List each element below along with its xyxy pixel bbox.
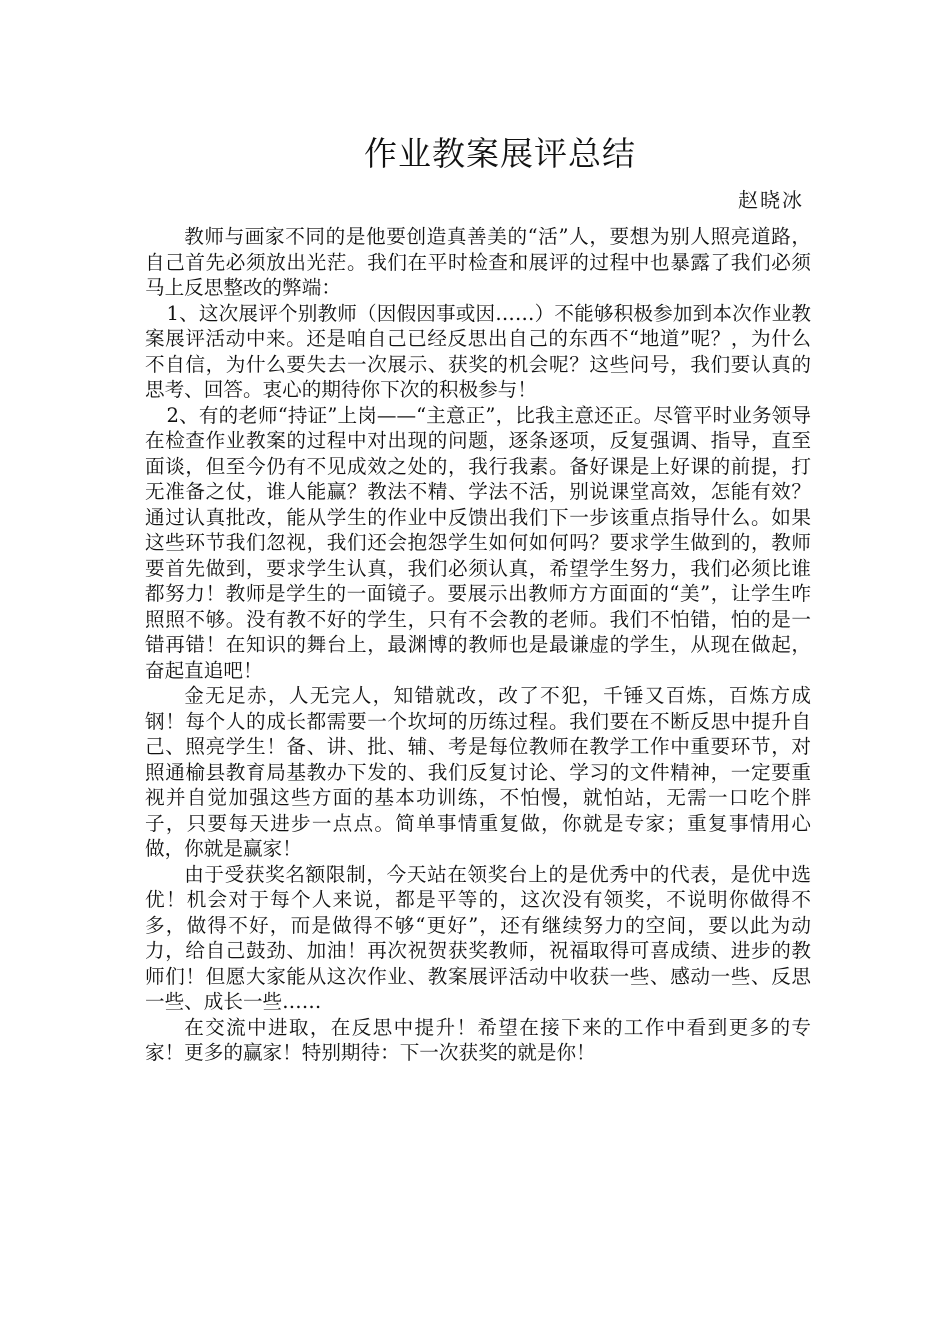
document-body (145, 224, 811, 1066)
point-one-paragraph: 1、这次展评个别教师（因假因事或因……）不能够积极参加到本次作业教案展评活动中来。还是咱自己已经反思出自己的东西不“地道”呢？，为什么不自信，为什么要失去一次展示、获奖的机会呢？这些问号，我们要认真的思考、回答。衷心的期待你下次的积极参与！ (145, 301, 811, 401)
award-paragraph: 由于受获奖名额限制，今天站在领奖台上的是优秀中的代表，是优中选优！机会对于每个人来说，都是平等的，这次没有领奖，不说明你做得不多，做得不好，而是做得不够“更好”，还有继续努力的空间，要以此为动力，给自己鼓劲、加油！再次祝贺获奖教师，祝福取得可喜成绩、进步的教师们！但愿大家能从这次作业、教案展评活动中收获一些、感动一些、反思一些、成长一些…… (145, 862, 811, 1013)
point-two-paragraph: 2、有的老师“持证”上岗——“主意正”，比我主意还正。尽管平时业务领导在检查作业教案的过程中对出现的问题，逐条逐项，反复强调、指导，直至面谈，但至今仍有不见成效之处的，我行我素。备好课是上好课的前提，打无准备之仗，谁人能赢？教法不精、学法不活，别说课堂高效，怎能有效？通过认真批改，能从学生的作业中反馈出我们下一步该重点指导什么。如果这些环节我们忽视，我们还会抱怨学生如何如何吗？要求学生做到的，教师要首先做到，要求学生认真，我们必须认真，希望学生努力，我们必须比谁都努力！教师是学生的一面镜子。要展示出教师方方面面的“美”，让学生咋照照不够。没有教不好的学生，只有不会教的老师。我们不怕错，怕的是一错再错！在知识的舞台上，最渊博的教师也是最谦虚的学生，从现在做起，奋起直追吧！ (145, 403, 811, 682)
growth-paragraph: 金无足赤，人无完人，知错就改，改了不犯，千锤又百炼，百炼方成钢！每个人的成长都需要一个坎坷的历练过程。我们要在不断反思中提升自己、照亮学生！备、讲、批、辅、考是每位教师在教学工作中重要环节，对照通榆县教育局基教办下发的、我们反复讨论、学习的文件精神，一定要重视并自觉加强这些方面的基本功训练，不怕慢，就怕站，无需一口吃个胖子，只要每天进步一点点。简单事情重复做，你就是专家；重复事情用心做，你就是赢家！ (145, 684, 811, 860)
intro-paragraph: 教师与画家不同的是他要创造真善美的“活”人，要想为别人照亮道路，自己首先必须放出光茫。我们在平时检查和展评的过程中也暴露了我们必须马上反思整改的弊端： (145, 225, 811, 299)
document-author: 赵晓冰 (738, 188, 804, 212)
closing-paragraph: 在交流中进取，在反思中提升！希望在接下来的工作中看到更多的专家！更多的赢家！特别期待：下一次获奖的就是你！ (145, 1015, 811, 1064)
document-title: 作业教案展评总结 (364, 134, 636, 173)
